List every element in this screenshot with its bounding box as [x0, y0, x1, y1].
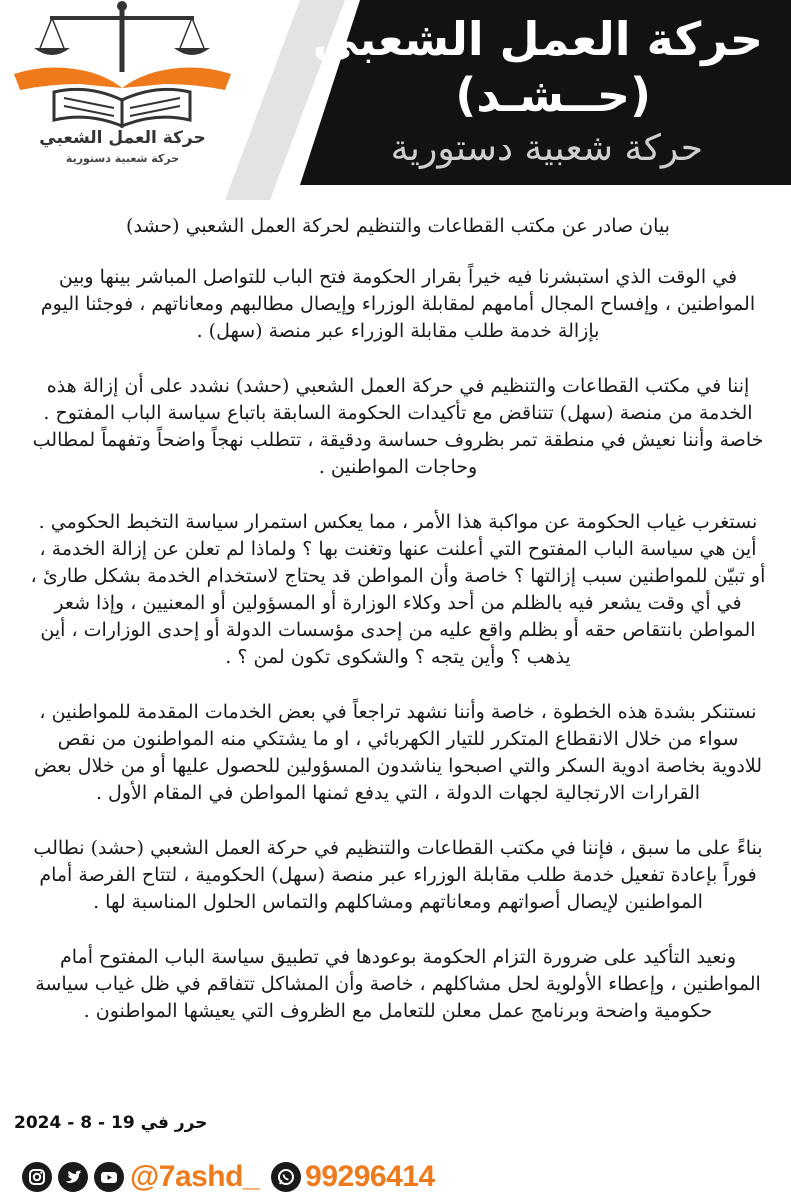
issue-date: حرر في 19 - 8 - 2024: [14, 1113, 208, 1133]
header: [0, 0, 791, 200]
paragraph-4: نستنكر بشدة هذه الخطوة ، خاصة وأننا نشهد تراجعاً في بعض الخدمات المقدمة للمواطنين ، سواء من خلال الانقطاع المتكرر للتيار الكهربائي ، او ما يشتكي منه المواطنون من نقص للادوية بخاصة ادوية السكر والتي اصبحوا يناشدون المسؤولين للحصول عليها أو من خلال بعض القرارات الارتجالية لجهات الدولة ، التي يدفع ثمنها المواطن في المقام الأول .: [34, 701, 762, 804]
paragraph-1: في الوقت الذي استبشرنا فيه خيراً بقرار الحكومة فتح الباب للتواصل المباشر بينها وبين المواطنين ، وإفساح المجال أمامهم لمقابلة الوزراء وإيصال مطالبهم ومعاناتهم ، فوجئنا اليوم بإزالة خدمة طلب مقابلة الوزراء عبر منصة (سهل) .: [40, 266, 756, 342]
logo: [10, 0, 235, 180]
statement-body: [30, 205, 766, 1053]
paragraph-3: نستغرب غياب الحكومة عن مواكبة هذا الأمر ، مما يعكس استمرار سياسة التخبط الحكومي . أين هي سياسة الباب المفتوح التي أعلنت عنها وتغنت بها ؟ ولماذا لم تعلن عن إزالة الخدمة ، أو تبيّن للمواطنين سبب إزالتها ؟ خاصة وأن المواطن قد يحتاج لاستخدام الخدمة بشكل طارئ ، في أي وقت يشعر فيه بالظلم من أحد وكلاء الوزارة أو المسؤولين أو المعنيين ، وإذا شعر المواطن بانتقاص حقه أو بظلم واقع عليه من إحدى مؤسسات الدولة أو إحدى الوزارات ، أين يذهب ؟ وأين يتجه ؟ والشكوى تكون لمن ؟ .: [30, 511, 766, 668]
whatsapp-icon: [271, 1162, 301, 1192]
phone-number: 99296414: [305, 1160, 435, 1193]
whatsapp-contact[interactable]: [271, 1160, 434, 1194]
twitter-icon[interactable]: [58, 1162, 88, 1192]
scales-book-emblem-icon: [10, 0, 235, 130]
social-handle[interactable]: @7ashd_: [130, 1160, 260, 1193]
header-title-line1: حركة العمل الشعبي: [312, 12, 763, 66]
youtube-icon[interactable]: [94, 1162, 124, 1192]
header-title-line2: (حــشـد): [455, 68, 651, 122]
logo-name: حركة العمل الشعبي: [39, 128, 206, 148]
logo-tagline: حركة شعبية دستورية: [65, 152, 180, 165]
social-links: [22, 1160, 435, 1194]
instagram-icon[interactable]: [22, 1162, 52, 1192]
paragraph-5: بناءً على ما سبق ، فإننا في مكتب القطاعات والتنظيم في حركة العمل الشعبي (حشد) نطالب فوراً بإعادة تفعيل خدمة طلب مقابلة الوزراء عبر منصة (سهل) الحكومية ، لتتاح الفرصة أمام المواطنين لإيصال أصواتهم ومعاناتهم ومشاكلهم والتماس الحلول المناسبة لها .: [33, 837, 763, 913]
paragraph-6: ونعيد التأكيد على ضرورة التزام الحكومة بوعودها في تطبيق سياسة الباب المفتوح أمام المواطنين ، وإعطاء الأولوية لحل مشاكلهم ، خاصة وأن المشاكل تتفاقم في ظل غياب سياسة حكومية واضحة وبرنامج عمل معلن للتعامل مع الظروف التي يعيشها المواطنون .: [35, 946, 761, 1022]
statement-title: بيان صادر عن مكتب القطاعات والتنظيم لحركة العمل الشعبي (حشد): [126, 215, 670, 237]
header-subtitle: حركة شعبية دستورية: [390, 128, 703, 169]
paragraph-2: إننا في مكتب القطاعات والتنظيم في حركة العمل الشعبي (حشد) نشدد على أن إزالة هذه الخدمة من منصة (سهل) تتناقض مع تأكيدات الحكومة السابقة باتباع سياسة الباب المفتوح . خاصة وأننا نعيش في منطقة تمر بظروف حساسة ودقيقة ، تتطلب نهجاً واضحاً وتفهماً لمطالب وحاجات المواطنين .: [32, 375, 764, 478]
